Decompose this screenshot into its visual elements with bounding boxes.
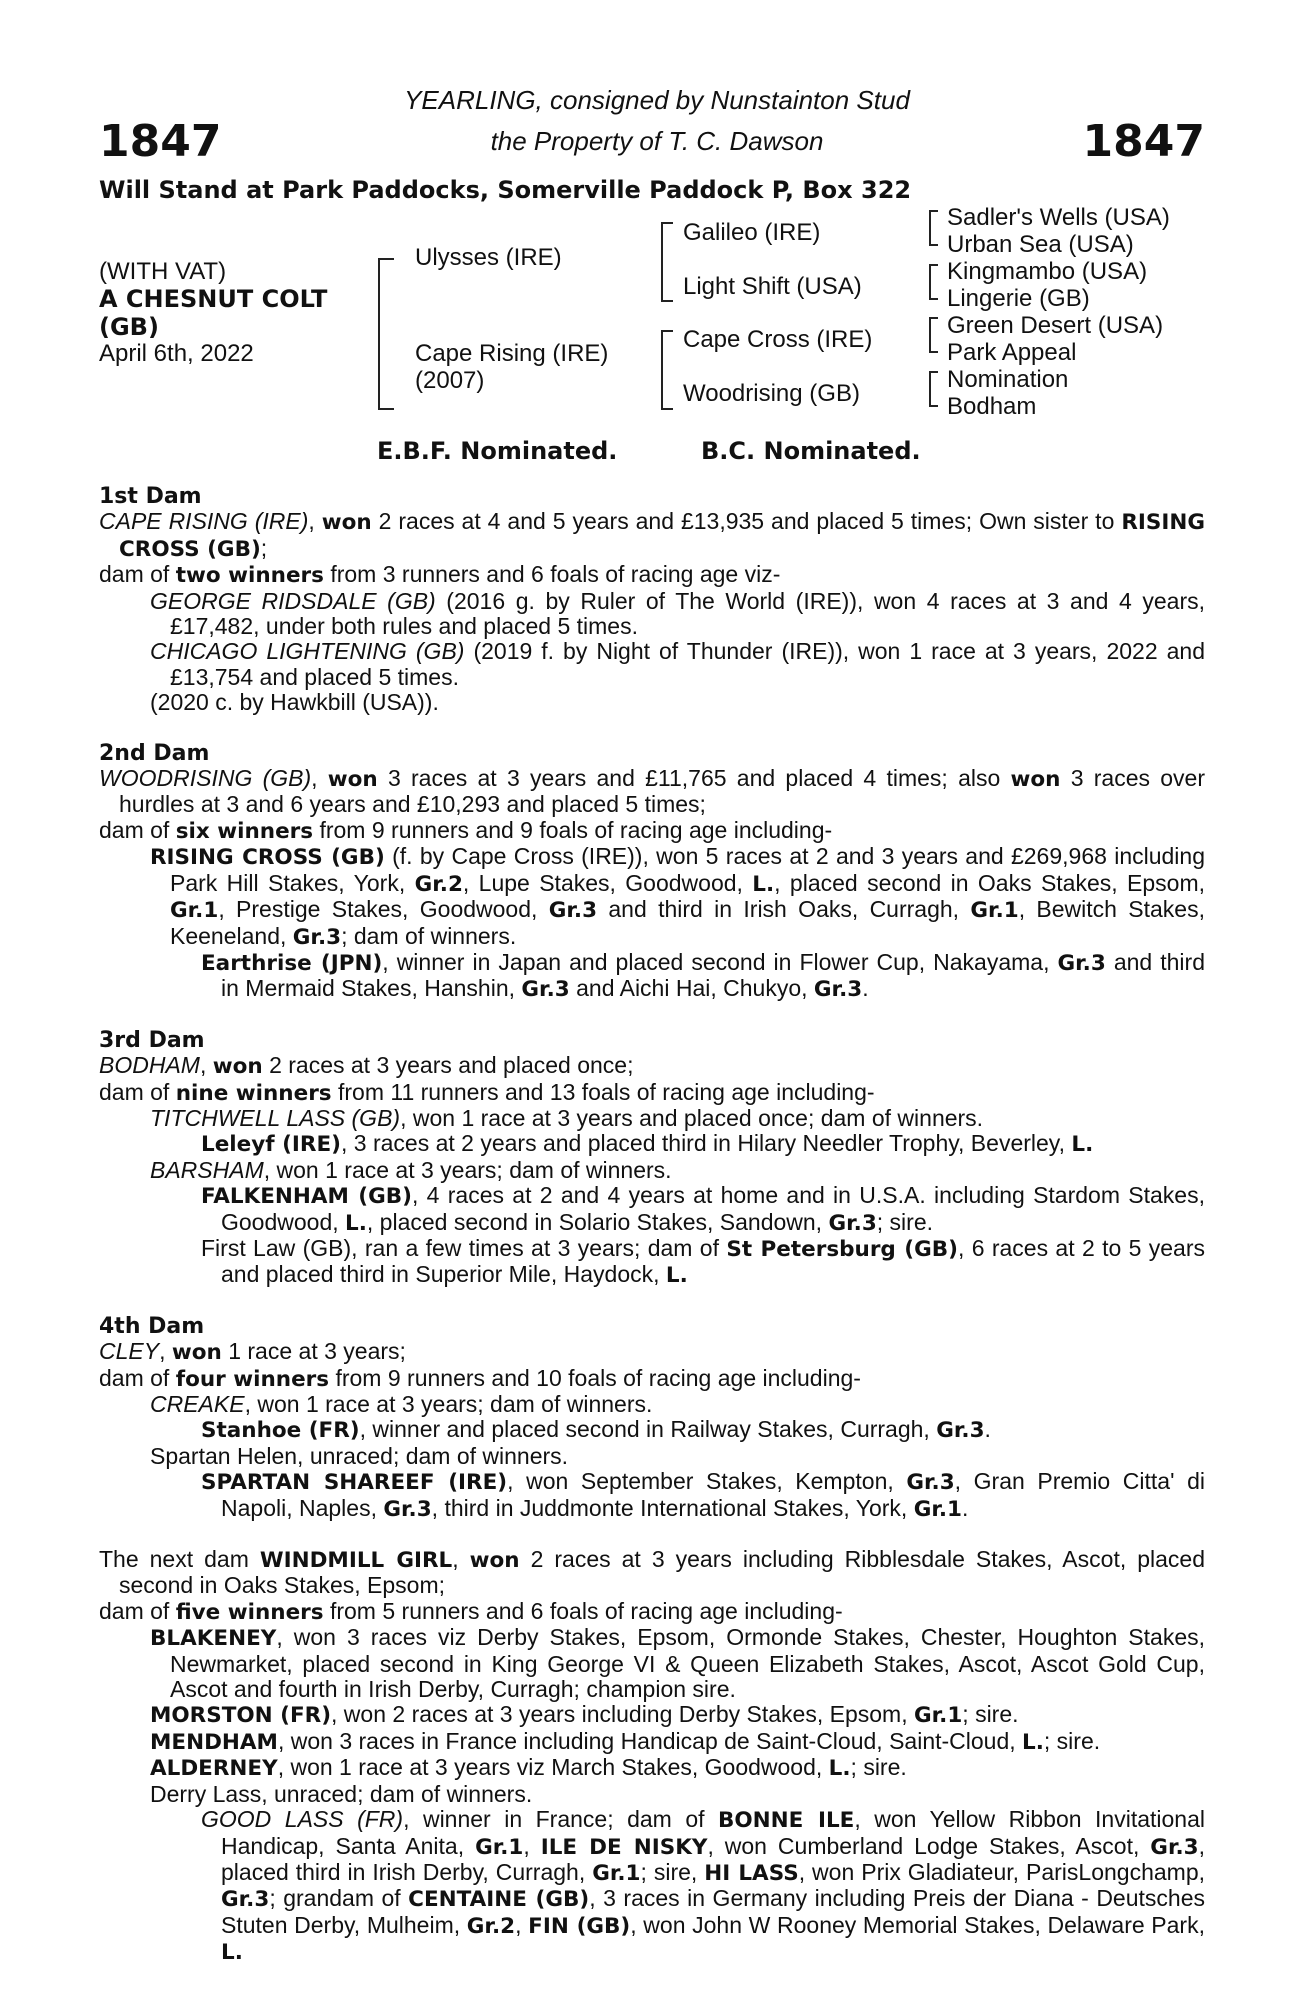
entry-text: , won 1 race at 3 years and placed once; dam of winners. [400,1104,984,1131]
pedigree-dsd: Park Appeal [947,339,1077,366]
produce-entry [99,1469,1205,1522]
entry-text: (2019 f. by Night of Thunder (IRE)), won 1 race at 3 years, 2022 and £13,754 and placed 5 times. [170,638,1205,690]
pedigree-dam-dam: Woodrising (GB) [683,380,860,407]
entry-text: from 9 runners and 10 foals of racing age including- [329,1364,861,1391]
brace-sd [929,264,938,300]
entry-text: St Petersburg (GB) [726,1236,958,1262]
entry-text: (f. by Cape Cross (IRE)), won 5 races at 2 and 3 years and £269,968 including Park Hill Stakes, York, [170,843,1206,896]
entry-text: Leleyf (IRE) [201,1132,341,1158]
section-title: 2nd Dam [99,740,210,766]
produce-entry [99,1106,1205,1131]
produce-entry [99,1392,1205,1417]
entry-text: ; grandam of [269,1885,409,1912]
entry-text: (2020 c. by Hawkbill (USA)). [150,689,439,716]
entry-text: Gr.2 [466,1913,516,1939]
entry-text: RISING CROSS (GB) [150,845,385,871]
pedigree-ddd: Bodham [947,393,1037,420]
entry-text: , won 3 races in France including Handicap de Saint-Cloud, Saint-Cloud, [277,1727,1023,1754]
entry-text: ; sire. [962,1701,1019,1728]
entry-text: 2 races at 4 and 5 years and £13,935 and placed 5 times; Own sister to [371,508,1122,535]
pedigree-dam: Cape Rising (IRE) [415,340,609,367]
entry-text: TITCHWELL LASS (GB) [150,1104,401,1131]
produce-entry [99,1599,1205,1625]
produce-entry [99,1444,1205,1469]
pedigree-sire-dam: Light Shift (USA) [683,273,862,300]
entry-text: nine winners [175,1080,332,1106]
produce-entry [99,766,1205,818]
entry-text: , Lupe Stakes, Goodwood, [462,869,753,896]
entry-text: SPARTAN SHAREEF (IRE) [201,1470,508,1496]
entry-text: ILE DE NISKY [540,1834,708,1860]
entry-text: from 3 runners and 6 foals of racing age viz- [323,561,781,588]
entry-text: BARSHAM [150,1156,264,1183]
entry-text: CENTAINE (GB) [408,1887,590,1913]
entry-text: WINDMILL GIRL [259,1548,453,1574]
produce-entry [99,1080,1205,1106]
produce-entry [99,639,1205,690]
produce-entry [99,1236,1205,1289]
entry-text: Spartan Helen, unraced; dam of winners. [150,1442,569,1469]
foaling-date: April 6th, 2022 [99,340,254,367]
entry-text: , Gran Premio Citta' di Napoli, Naples, [221,1468,1205,1521]
entry-text: , placed second in Solario Stakes, Sandown, [366,1208,829,1235]
entry-text: and Aichi Hai, Chukyo, [569,975,814,1002]
entry-text: , placed third in Irish Derby, Curragh, [221,1832,1205,1885]
entry-text: , winner in Japan and placed second in Flower Cup, Nakayama, [382,948,1058,975]
produce-entry [99,1782,1205,1807]
pedigree-dam-sire: Cape Cross (IRE) [683,326,873,353]
entry-text: Gr.1 [913,1703,963,1729]
entry-text: , won John W Rooney Memorial Stakes, Delaware Park, [630,1911,1205,1938]
entry-text: HI LASS [704,1860,799,1886]
entry-text: dam of [99,1078,176,1105]
entry-text: L. [345,1210,367,1236]
produce-entry [99,950,1205,1003]
entry-text: 3 races over hurdles at 3 and 6 years and £10,293 and placed 5 times; [119,765,1205,818]
produce-entry [99,1366,1205,1392]
entry-text: dam of [99,1364,176,1391]
horse-name: A CHESNUT COLT [99,285,328,313]
produce-entry [99,844,1205,950]
section-title: 3rd Dam [99,1027,205,1053]
entry-text: , winner and placed second in Railway Stakes, Curragh, [359,1416,937,1443]
stand-location: Will Stand at Park Paddocks, Somerville Paddock P, Box 322 [99,176,912,204]
entry-text: , [308,508,322,535]
entry-text: , Prestige Stakes, Goodwood, [218,896,549,923]
produce-entry [99,1158,1205,1183]
entry-text: from 9 runners and 9 foals of racing age including- [313,816,833,843]
lot-number-left: 1847 [99,116,222,167]
entry-text: (2016 g. by Ruler of The World (IRE)), won 4 races at 3 and 4 years, £17,482, under both rules and placed 5 times. [170,587,1205,640]
entry-text: ; sire. [1043,1727,1101,1754]
ebf-nominated: E.B.F. Nominated. [377,437,618,465]
entry-text: 2 races at 3 years including Ribblesdale Stakes, Ascot, placed second in Oaks Stakes, Epsom; [119,1546,1205,1599]
entry-text: CLEY [99,1338,160,1365]
entry-text: dam of [99,1597,176,1624]
vat-label: (WITH VAT) [99,258,227,285]
dam-section [99,1547,1205,1966]
produce-entry [99,1417,1205,1443]
entry-text: , winner in France; dam of [403,1806,719,1833]
produce-entry [99,1755,1205,1781]
sire-dam-brace [378,258,394,410]
entry-text: , won 1 race at 3 years viz March Stakes, Goodwood, [277,1754,829,1781]
entry-text: from 11 runners and 13 foals of racing age including- [331,1078,875,1105]
produce-entry [99,589,1205,640]
dam-section [99,1028,1205,1289]
pedigree-dds: Nomination [947,366,1069,393]
property-line: the Property of T. C. Dawson [490,126,824,156]
entry-text: 1 race at 3 years; [221,1338,406,1365]
produce-entry [99,1547,1205,1599]
lot-number-right: 1847 [1082,116,1205,167]
entry-text: , Bewitch Stakes, Keeneland, [170,896,1205,949]
entry-text: and third in Irish Oaks, Curragh, [597,896,971,923]
entry-text: , won 2 races at 3 years including Derby Stakes, Epsom, [331,1701,914,1728]
entry-text: Gr.3 [813,977,863,1003]
entry-text: Gr.3 [221,1887,270,1913]
entry-text: Gr.1 [970,898,1019,924]
entry-text: , placed second in Oaks Stakes, Epsom, [774,869,1205,896]
entry-text: L. [828,1756,851,1782]
entry-text: , won Yellow Ribbon Invitational Handicap, Santa Anita, [221,1806,1205,1859]
entry-text: First Law (GB), ran a few times at 3 years; dam of [201,1234,727,1261]
entry-text: GOOD LASS (FR) [201,1806,404,1833]
entry-text: Gr.3 [1057,950,1106,976]
entry-text: Earthrise (JPN) [201,950,383,976]
entry-text: Gr.1 [913,1496,962,1522]
entry-text: two winners [175,563,324,589]
section-title: 1st Dam [99,484,202,509]
produce-entry [99,509,1205,562]
pedigree-sire: Ulysses (IRE) [415,244,562,271]
dam-parents-brace [661,330,673,410]
entry-text: Gr.3 [521,977,570,1003]
catalogue-family-notes [99,484,1205,1991]
entry-text: FIN (GB) [528,1913,631,1939]
brace-dd [929,371,938,407]
dam-section [99,741,1205,1003]
produce-entry [99,1702,1205,1728]
entry-text: won [469,1548,520,1574]
entry-text: , won September Stakes, Kempton, [507,1468,907,1495]
entry-text: Gr.3 [936,1418,985,1444]
entry-text: Gr.3 [548,898,598,924]
entry-text: Gr.1 [475,1834,524,1860]
brace-ds [929,317,938,353]
entry-text: won [212,1054,263,1080]
entry-text: CREAKE [150,1391,245,1417]
pedigree-dss: Green Desert (USA) [947,312,1164,339]
entry-text: , 6 races at 2 to 5 years and placed third in Superior Mile, Haydock, [221,1234,1205,1288]
brace-ss [929,210,938,246]
entry-text: The next dam [99,1546,260,1573]
entry-text: won [327,767,378,793]
entry-text: ; dam of winners. [341,922,517,949]
entry-text: ; sire, [640,1858,705,1885]
entry-text: , [159,1338,172,1365]
entry-text: and third in Mermaid Stakes, Hanshin, [221,948,1205,1002]
entry-text: , won Prix Gladiateur, ParisLongchamp, [798,1858,1205,1885]
entry-text: Gr.3 [1150,1834,1199,1860]
horse-name-country: (GB) [99,313,159,341]
entry-text: MORSTON (FR) [150,1703,332,1729]
entry-text: Gr.2 [414,871,463,897]
entry-text: Derry Lass, unraced; dam of winners. [150,1780,533,1807]
entry-text: MENDHAM [150,1729,278,1755]
pedigree-sds: Kingmambo (USA) [947,258,1148,285]
pedigree-ssd: Urban Sea (USA) [947,231,1134,258]
section-title: 4th Dam [99,1313,205,1339]
bc-nominated: B.C. Nominated. [701,437,921,465]
produce-entry [99,562,1205,588]
entry-text: ; sire. [850,1754,907,1781]
entry-text: L. [665,1263,688,1289]
entry-text: , [199,1052,213,1079]
entry-text: RISING CROSS (GB) [119,510,1205,562]
dam-section [99,1314,1205,1522]
entry-text: Gr.3 [828,1210,877,1236]
pedigree-dam-year: (2007) [415,367,485,394]
entry-text: , won 3 races viz Derby Stakes, Epsom, Ormonde Stakes, Chester, Houghton Stakes, Newmarket, placed second in King George VI & Queen Elizabeth Stakes, Ascot, Ascot Gold Cup, Ascot and fourth in Irish Derby, Curragh; champion sire. [170,1624,1205,1703]
entry-text: four winners [175,1366,330,1392]
entry-text: L. [752,871,775,897]
entry-text: FALKENHAM (GB) [201,1184,412,1210]
produce-entry [99,1183,1205,1236]
produce-entry [99,1807,1205,1965]
entry-text: Gr.3 [383,1496,432,1522]
entry-text: five winners [175,1599,324,1625]
pedigree-sire-sire: Galileo (IRE) [683,219,821,246]
produce-entry [99,1053,1205,1079]
entry-text: GEORGE RIDSDALE (GB) [150,587,436,614]
entry-text: . [862,975,869,1002]
entry-text: 2 races at 3 years and placed once; [262,1052,634,1079]
entry-text: 3 races at 3 years and £11,765 and placed 4 times; also [377,765,1011,792]
entry-text: , 3 races at 2 years and placed third in Hilary Needler Trophy, Beverley, [340,1130,1072,1157]
entry-text: won [321,510,372,536]
consignor-line: YEARLING, consigned by Nunstainton Stud [404,85,910,115]
entry-text: won [1010,767,1061,793]
entry-text: Gr.3 [292,924,342,950]
produce-entry [99,690,1205,715]
entry-text: . [984,1416,991,1443]
entry-text: BONNE ILE [718,1808,855,1834]
entry-text: , won 1 race at 3 years; dam of winners. [263,1156,672,1183]
entry-text: won [171,1340,222,1366]
entry-text: six winners [175,818,314,844]
entry-text: , won Cumberland Lodge Stakes, Ascot, [707,1832,1151,1859]
entry-text: Gr.1 [170,898,219,924]
pedigree-sdd: Lingerie (GB) [947,285,1090,312]
entry-text: CAPE RISING (IRE) [99,508,309,535]
entry-text: from 5 runners and 6 foals of racing age including- [323,1597,843,1624]
entry-text: Gr.3 [906,1470,955,1496]
entry-text: , [523,1832,541,1859]
produce-entry [99,1131,1205,1157]
entry-text: L. [1022,1729,1044,1755]
entry-text: CHICAGO LIGHTENING (GB) [150,638,465,665]
produce-entry [99,1339,1205,1365]
entry-text: ALDERNEY [150,1756,278,1782]
entry-text: L. [1071,1132,1094,1158]
entry-text: Stanhoe (FR) [201,1418,360,1444]
dam-section [99,484,1205,716]
entry-text: ; [260,534,268,561]
sire-parents-brace [661,222,673,302]
entry-text: , [515,1911,529,1938]
entry-text: , 4 races at 2 and 4 years at home and in U.S.A. including Stardom Stakes, Goodwood, [221,1182,1205,1235]
entry-text: , third in Juddmonte International Stakes, York, [431,1494,914,1521]
produce-entry [99,818,1205,844]
entry-text: , [452,1546,470,1573]
entry-text: L. [221,1940,243,1966]
produce-entry [99,1625,1205,1702]
pedigree-sss: Sadler's Wells (USA) [947,204,1170,231]
entry-text: , 3 races in Germany including Preis der Diana - Deutsches Stuten Derby, Mulheim, [221,1885,1205,1938]
entry-text: BLAKENEY [150,1626,277,1652]
entry-text: dam of [99,816,176,843]
entry-text: WOODRISING (GB) [99,765,312,792]
entry-text: , [311,765,328,792]
entry-text: dam of [99,561,176,588]
entry-text: ; sire. [876,1208,934,1235]
entry-text: Gr.1 [592,1860,641,1886]
produce-entry [99,1729,1205,1755]
entry-text: BODHAM [99,1052,200,1079]
entry-text: . [962,1494,969,1521]
entry-text: , won 1 race at 3 years; dam of winners. [244,1391,653,1417]
